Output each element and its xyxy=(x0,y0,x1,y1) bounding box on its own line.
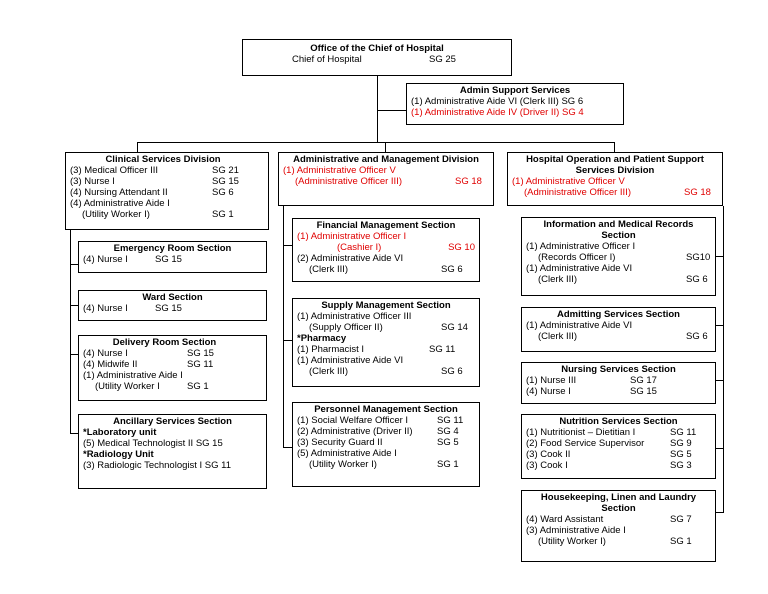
chief-sg: SG 25 xyxy=(429,54,456,65)
housekeeping-row: (4) Ward Assistant xyxy=(526,514,604,525)
supply-row: (1) Administrative Officer III xyxy=(297,311,412,322)
ward-sg: SG 15 xyxy=(155,303,182,314)
imr-title: Information and Medical Records Section xyxy=(543,219,694,241)
er-staff: (4) Nurse I xyxy=(83,254,128,265)
nursing-row: (4) Nurse I xyxy=(526,386,571,397)
nutrition-row: (1) Nutritionist – Dietitian I xyxy=(526,427,636,438)
row-text: SG 15 xyxy=(212,176,239,187)
clinical-division-box xyxy=(65,152,269,230)
pharmacy-label: *Pharmacy xyxy=(297,333,347,344)
lab-line: (5) Medical Technologist II SG 15 xyxy=(83,438,223,449)
clinical-title: Clinical Services Division xyxy=(105,154,221,165)
row-text: SG 1 xyxy=(187,381,209,392)
er-sg: SG 15 xyxy=(155,254,182,265)
chief-title: Office of the Chief of Hospital xyxy=(310,43,444,54)
ward-staff: (4) Nurse I xyxy=(83,303,128,314)
row-text: SG 6 xyxy=(441,366,463,377)
row-text: SG 6 xyxy=(686,331,708,342)
connector-amd xyxy=(385,142,386,152)
row-text: (1) Social Welfare Officer I xyxy=(297,415,409,426)
row-text: SG 11 xyxy=(670,427,697,438)
connector-ward xyxy=(70,305,78,306)
er-section-box xyxy=(78,241,267,273)
nutrition-section-box xyxy=(521,414,716,479)
row-text: SG 11 xyxy=(187,359,214,370)
finance-title: Financial Management Section xyxy=(316,220,456,231)
connector-nutrition xyxy=(716,448,724,449)
admin-support-line2: (1) Administrative Aide IV (Driver II) SG 4 xyxy=(411,107,584,118)
row-text: SG 11 xyxy=(437,415,464,426)
connector-chief-trunk xyxy=(377,76,378,142)
imr-section-box xyxy=(521,217,716,296)
connector-amd-sections xyxy=(283,206,284,448)
row-text: SG 21 xyxy=(212,165,239,176)
housekeeping-row: (3) Administrative Aide I xyxy=(526,525,626,536)
connector-delivery xyxy=(70,354,78,355)
connector-admin-support xyxy=(377,110,406,111)
rad-unit-label: *Radiology Unit xyxy=(83,449,154,460)
connector-division-bar xyxy=(137,142,614,143)
row-text xyxy=(206,198,256,209)
ward-section-box xyxy=(78,290,267,321)
delivery-section-box xyxy=(78,335,267,401)
admitting-row: (1) Administrative Aide VI xyxy=(526,320,633,331)
chief-box xyxy=(242,39,512,76)
er-title: Emergency Room Section xyxy=(113,243,232,254)
clinical-row xyxy=(70,187,256,198)
hops-line2: (Administrative Officer III) xyxy=(524,187,631,198)
personnel-section-box: Personnel Management Section (1) Social Welfare Officer I SG 11 (2) Administrative (Driver II) SG 4 (3) Security Guard II SG 5 (5) Administrative Aide I (Utility Worker I) SG 1 xyxy=(292,402,480,487)
row-text: SG 15 xyxy=(630,386,657,397)
connector-hops-sections xyxy=(723,206,724,512)
clinical-row xyxy=(70,198,256,209)
finance-row: (Clerk III) xyxy=(309,264,349,275)
admitting-row: (Clerk III) xyxy=(538,331,578,342)
nursing-section-box xyxy=(521,362,716,404)
row-text: SG 1 xyxy=(437,459,459,470)
amd-sg: SG 18 xyxy=(455,176,482,187)
row-text: (3) Medical Officer III xyxy=(70,165,158,176)
row-text: SG 5 xyxy=(437,437,459,448)
imr-row: (1) Administrative Aide VI xyxy=(526,263,633,274)
nutrition-row: (3) Cook II xyxy=(526,449,571,460)
admin-support-title: Admin Support Services xyxy=(459,85,571,96)
supply-title: Supply Management Section xyxy=(321,300,451,311)
housekeeping-section-box: Housekeeping, Linen and Laundry Section (4) Ward Assistant SG 7 (3) Administrative Aide I (Utility Worker I) SG 1 xyxy=(521,490,716,562)
personnel-title: Personnel Management Section xyxy=(314,404,458,415)
ancillary-title: Ancillary Services Section xyxy=(113,416,232,427)
hops-division-box xyxy=(507,152,723,206)
admin-support-box xyxy=(406,83,624,125)
row-text: SG 6 xyxy=(212,187,234,198)
row-text: (2) Administrative (Driver II) xyxy=(297,426,413,437)
row-text: SG 3 xyxy=(670,460,692,471)
clinical-row xyxy=(70,165,256,176)
supply-row: (1) Pharmacist I xyxy=(297,344,365,355)
clinical-row: (Utility Worker I) SG 1 xyxy=(70,209,256,220)
connector-clinical xyxy=(137,142,138,152)
nutrition-row: (3) Cook I xyxy=(526,460,568,471)
row-text: (1) Administrative Aide I xyxy=(83,370,183,381)
imr-row: (Records Officer I) xyxy=(538,252,616,263)
row-text: (3) Nurse I xyxy=(70,176,115,187)
nursing-row: (1) Nurse III xyxy=(526,375,577,386)
row-text: (3) Security Guard II xyxy=(297,437,383,448)
hops-title: Hospital Operation and Patient Support Services Division xyxy=(526,154,704,176)
row-text: (4) Administrative Aide I xyxy=(70,198,170,209)
connector-ancillary xyxy=(70,433,78,434)
amd-line1: (1) Administrative Officer V xyxy=(283,165,396,176)
row-text: SG 14 xyxy=(441,322,468,333)
row-text: SG 15 xyxy=(187,348,214,359)
row-text: SG 10 xyxy=(448,242,475,253)
imr-row: (Clerk III) xyxy=(538,274,578,285)
ancillary-section-box xyxy=(78,414,267,489)
delivery-row xyxy=(83,359,246,370)
delivery-title: Delivery Room Section xyxy=(112,337,217,348)
finance-row: (2) Administrative Aide VI xyxy=(297,253,404,264)
row-text: SG10 xyxy=(686,252,711,263)
row-text: SG 1 xyxy=(212,209,234,220)
nursing-title: Nursing Services Section xyxy=(561,364,676,375)
delivery-row: (Utility Worker I SG 1 xyxy=(95,381,209,392)
chief-position: Chief of Hospital xyxy=(292,54,362,65)
lab-unit-label: *Laboratory unit xyxy=(83,427,157,438)
row-text: SG 4 xyxy=(437,426,459,437)
finance-section-box xyxy=(292,218,480,282)
supply-row: (Supply Officer II) xyxy=(309,322,383,333)
nutrition-row: (2) Food Service Supervisor xyxy=(526,438,645,449)
connector-nursing xyxy=(716,380,724,381)
row-text: (4) Nurse I xyxy=(83,348,128,359)
imr-row: (1) Administrative Officer I xyxy=(526,241,636,252)
admin-support-line1: (1) Administrative Aide VI (Clerk III) SG 6 xyxy=(411,96,584,107)
hops-line1: (1) Administrative Officer V xyxy=(512,176,625,187)
connector-housekeeping xyxy=(716,512,724,513)
row-text: SG 11 xyxy=(429,344,456,355)
clinical-row xyxy=(70,176,256,187)
row-text: SG 7 xyxy=(670,514,692,525)
connector-er xyxy=(70,264,78,265)
amd-line2: (Administrative Officer III) xyxy=(295,176,402,187)
connector-imr xyxy=(716,256,724,257)
connector-clinical-sections xyxy=(70,230,71,434)
admitting-section-box xyxy=(521,307,716,352)
supply-row: (Clerk III) xyxy=(309,366,349,377)
row-text: SG 1 xyxy=(670,536,692,547)
row-text: (4) Nursing Attendant II xyxy=(70,187,168,198)
row-text: SG 5 xyxy=(670,449,692,460)
amd-division-box xyxy=(278,152,494,206)
finance-row: (Cashier I) xyxy=(337,242,382,253)
finance-row: (1) Administrative Officer I xyxy=(297,231,407,242)
row-text: (4) Midwife II xyxy=(83,359,138,370)
row-text: SG 9 xyxy=(670,438,692,449)
rad-line: (3) Radiologic Technologist I SG 11 xyxy=(83,460,232,471)
admitting-title: Admitting Services Section xyxy=(556,309,680,320)
delivery-row xyxy=(83,348,246,359)
connector-admitting xyxy=(716,325,724,326)
nutrition-title: Nutrition Services Section xyxy=(559,416,678,427)
amd-title: Administrative and Management Division xyxy=(293,154,479,165)
row-text: SG 17 xyxy=(630,375,657,386)
supply-row: (1) Administrative Aide VI xyxy=(297,355,404,366)
row-text: SG 6 xyxy=(441,264,463,275)
hops-sg: SG 18 xyxy=(684,187,711,198)
delivery-row xyxy=(83,370,246,381)
connector-hops xyxy=(614,142,615,152)
ward-title: Ward Section xyxy=(142,292,203,303)
supply-section-box xyxy=(292,298,480,387)
row-text: SG 6 xyxy=(686,274,708,285)
row-text: (5) Administrative Aide I xyxy=(297,448,397,459)
housekeeping-title: Housekeeping, Linen and Laundry Section xyxy=(540,492,697,514)
